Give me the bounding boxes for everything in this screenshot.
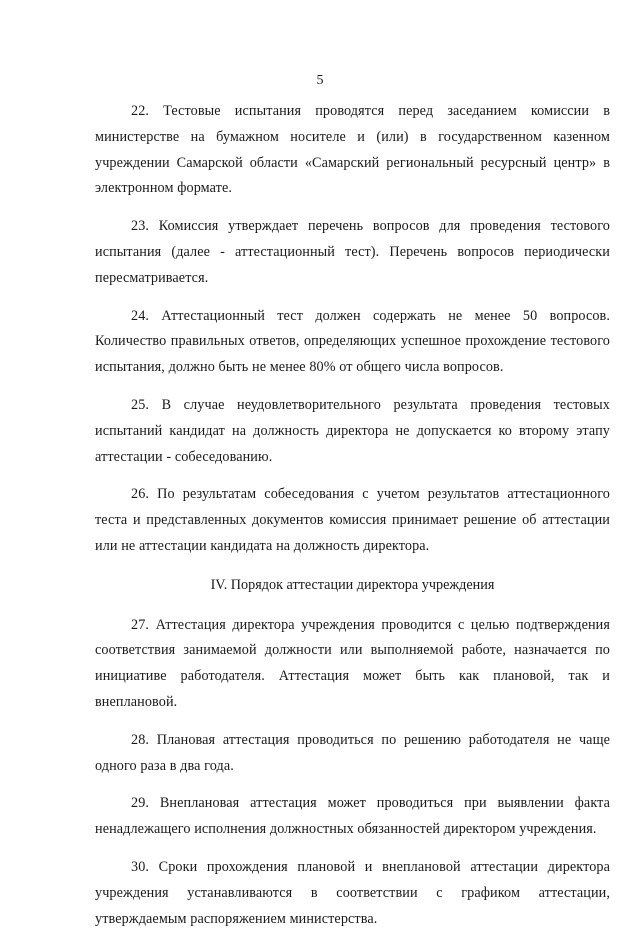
- paragraph-27: 27. Аттестация директора учреждения проводится с целью подтверждения соответствия занимаемой должности или выполняемой работе, назначается по инициативе работодателя. Аттестация может быть как плановой, так и внеплановой.: [95, 616, 610, 710]
- paragraph-23: 23. Комиссия утверждает перечень вопросов для проведения тестового испытания (далее - аттестационный тест). Перечень вопросов периодически пересматривается.: [95, 218, 610, 286]
- document-body: [95, 99, 610, 944]
- paragraph-24: 24. Аттестационный тест должен содержать не менее 50 вопросов. Количество правильных ответов, определяющих успешное прохождение тестового испытания, должно быть не менее 80% от общего числа вопросов.: [95, 307, 610, 376]
- paragraph-30: 30. Сроки прохождения плановой и внеплановой аттестации директора учреждения устанавливаются в соответствии с графиком аттестации, утверждаемым распоряжением министерства.: [95, 858, 610, 927]
- paragraph-28: 28. Плановая аттестация проводиться по решению работодателя не чаще одного раза в два года.: [95, 731, 610, 774]
- paragraph-26: 26. По результатам собеседования с учетом результатов аттестационного теста и представленных документов комиссия принимает решение об аттестации или не аттестации кандидата на должность директора.: [95, 486, 610, 554]
- paragraph-25: 25. В случае неудовлетворительного результата проведения тестовых испытаний кандидат на должность директора не допускается ко второму этапу аттестации - собеседованию.: [95, 396, 610, 465]
- paragraph-22: 22. Тестовые испытания проводятся перед заседанием комиссии в министерстве на бумажном носителе и (или) в государственном казенном учреждении Самарской области «Самарский региональный ресурсный центр» в электронном формате.: [95, 103, 610, 197]
- section-heading: IV. Порядок аттестации директора учреждения: [210, 576, 495, 593]
- paragraph-29: 29. Внеплановая аттестация может проводиться при выявлении факта ненадлежащего исполнения должностных обязанностей директором учреждения.: [95, 795, 610, 838]
- page-number: 5: [316, 73, 324, 88]
